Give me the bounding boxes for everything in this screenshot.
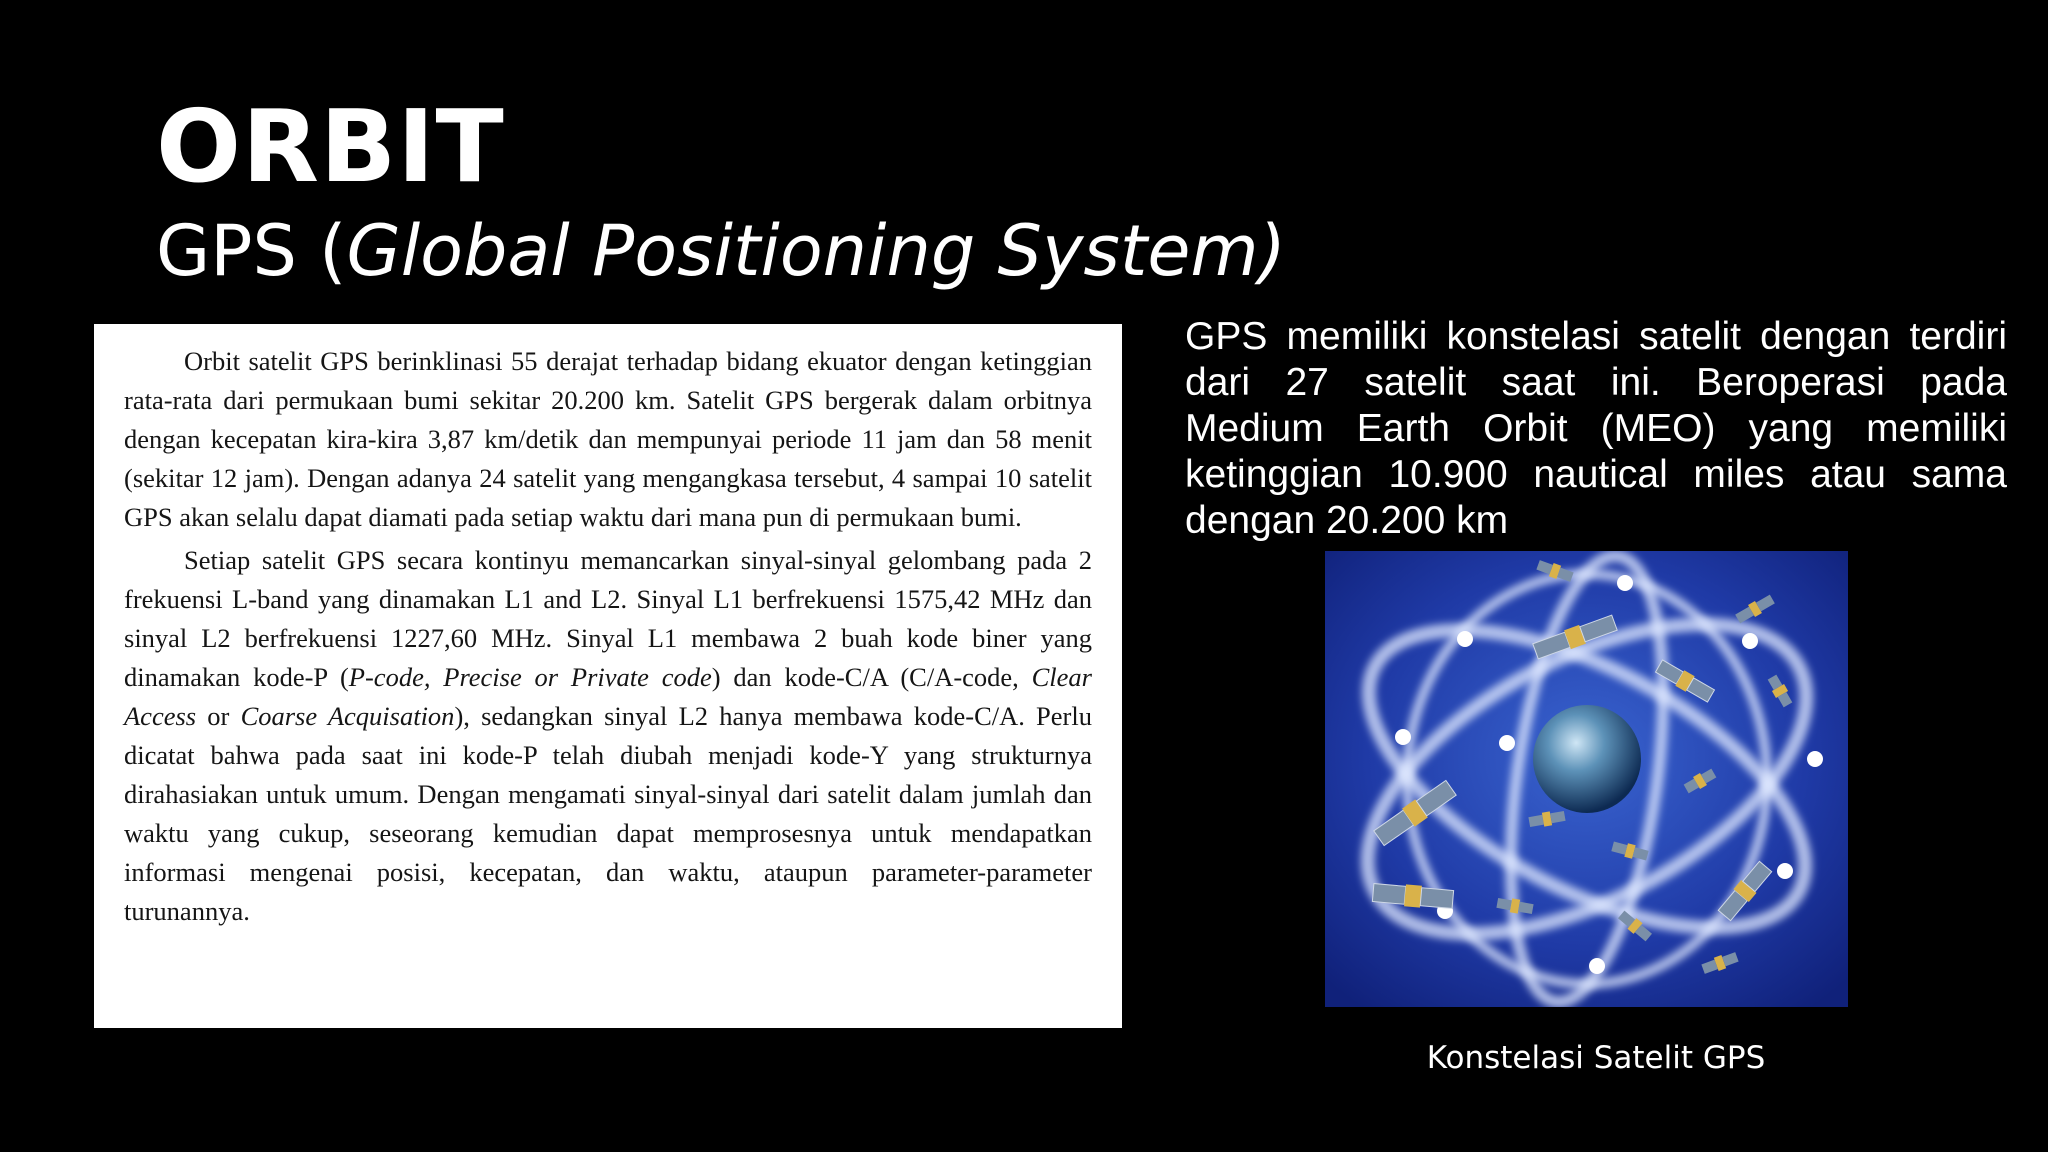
scan-p2-italic-1: P-code, Precise or Private code — [348, 662, 712, 692]
orbit-node — [1499, 735, 1515, 751]
scan-p2-italic-2: Clear Access — [124, 662, 1092, 731]
scan-p2-italic-3: Coarse Acquisation — [240, 701, 455, 731]
subtitle-main: GPS ( — [156, 210, 347, 292]
orbit-node — [1589, 958, 1605, 974]
earth — [1533, 705, 1641, 813]
orbit-node — [1617, 575, 1633, 591]
slide-title: ORBIT — [156, 88, 505, 205]
gps-constellation-illustration — [1325, 551, 1848, 1007]
scan-paragraph-1: Orbit satelit GPS berinklinasi 55 derajat terhadap bidang ekuator dengan ketinggian rata-rata dari permukaan bumi sekitar 20.200 km. Satelit GPS bergerak dalam orbitnya dengan kecepatan kira-kira 3,87 km/detik dan mempunyai periode 11 jam dan 58 menit (sekitar 12 jam). Dengan adanya 24 satelit yang mengangkasa tersebut, 4 sampai 10 satelit GPS akan selalu dapat diamati pada setiap waktu dari mana pun di permukaan bumi. — [124, 346, 1092, 532]
scanned-text-image — [94, 324, 1122, 1028]
constellation-svg — [1325, 551, 1848, 1007]
description-text: GPS memiliki konstelasi satelit dengan terdiri dari 27 satelit saat ini. Beroperasi pada Medium Earth Orbit (MEO) yang memiliki ketinggian 10.900 nautical miles atau sama dengan 20.200 km — [1185, 315, 2007, 542]
scan-p2-text-d: ), sedangkan sinyal L2 hanya membawa kode-C/A. Perlu dicatat bahwa pada saat ini kode-P telah diubah menjadi kode-Y yang strukturnya dirahasiakan untuk umum. Dengan mengamati sinyal-sinyal dari satelit dalam jumlah dan waktu yang cukup, seseorang kemudian dapat memprosesnya untuk mendapatkan informasi mengenai posisi, kecepatan, dan waktu, ataupun parameter-parameter turunannya. — [124, 701, 1092, 926]
scan-p2-text-a: Setiap satelit GPS secara kontinyu memancarkan sinyal-sinyal gelombang pada 2 frekuensi L-band yang dinamakan L1 and L2. Sinyal L1 berfrekuensi 1575,42 MHz dan sinyal L2 berfrekuensi 1227,60 MHz. Sinyal L1 membawa 2 buah kode biner yang dinamakan kode-P ( — [124, 545, 1092, 692]
scan-paragraph-2 — [124, 541, 1092, 931]
orbit-node — [1777, 863, 1793, 879]
orbit-node — [1457, 631, 1473, 647]
orbit-node — [1742, 633, 1758, 649]
scan-p2-text-c: or — [196, 701, 241, 731]
figure-caption: Konstelasi Satelit GPS — [1426, 1040, 1766, 1076]
orbit-node — [1807, 751, 1823, 767]
subtitle-italic: Global Positioning System) — [346, 210, 1286, 292]
scan-p2-text-b: ) dan kode-C/A (C/A-code, — [711, 662, 1032, 692]
slide-subtitle — [156, 208, 1286, 294]
orbit-node — [1395, 729, 1411, 745]
